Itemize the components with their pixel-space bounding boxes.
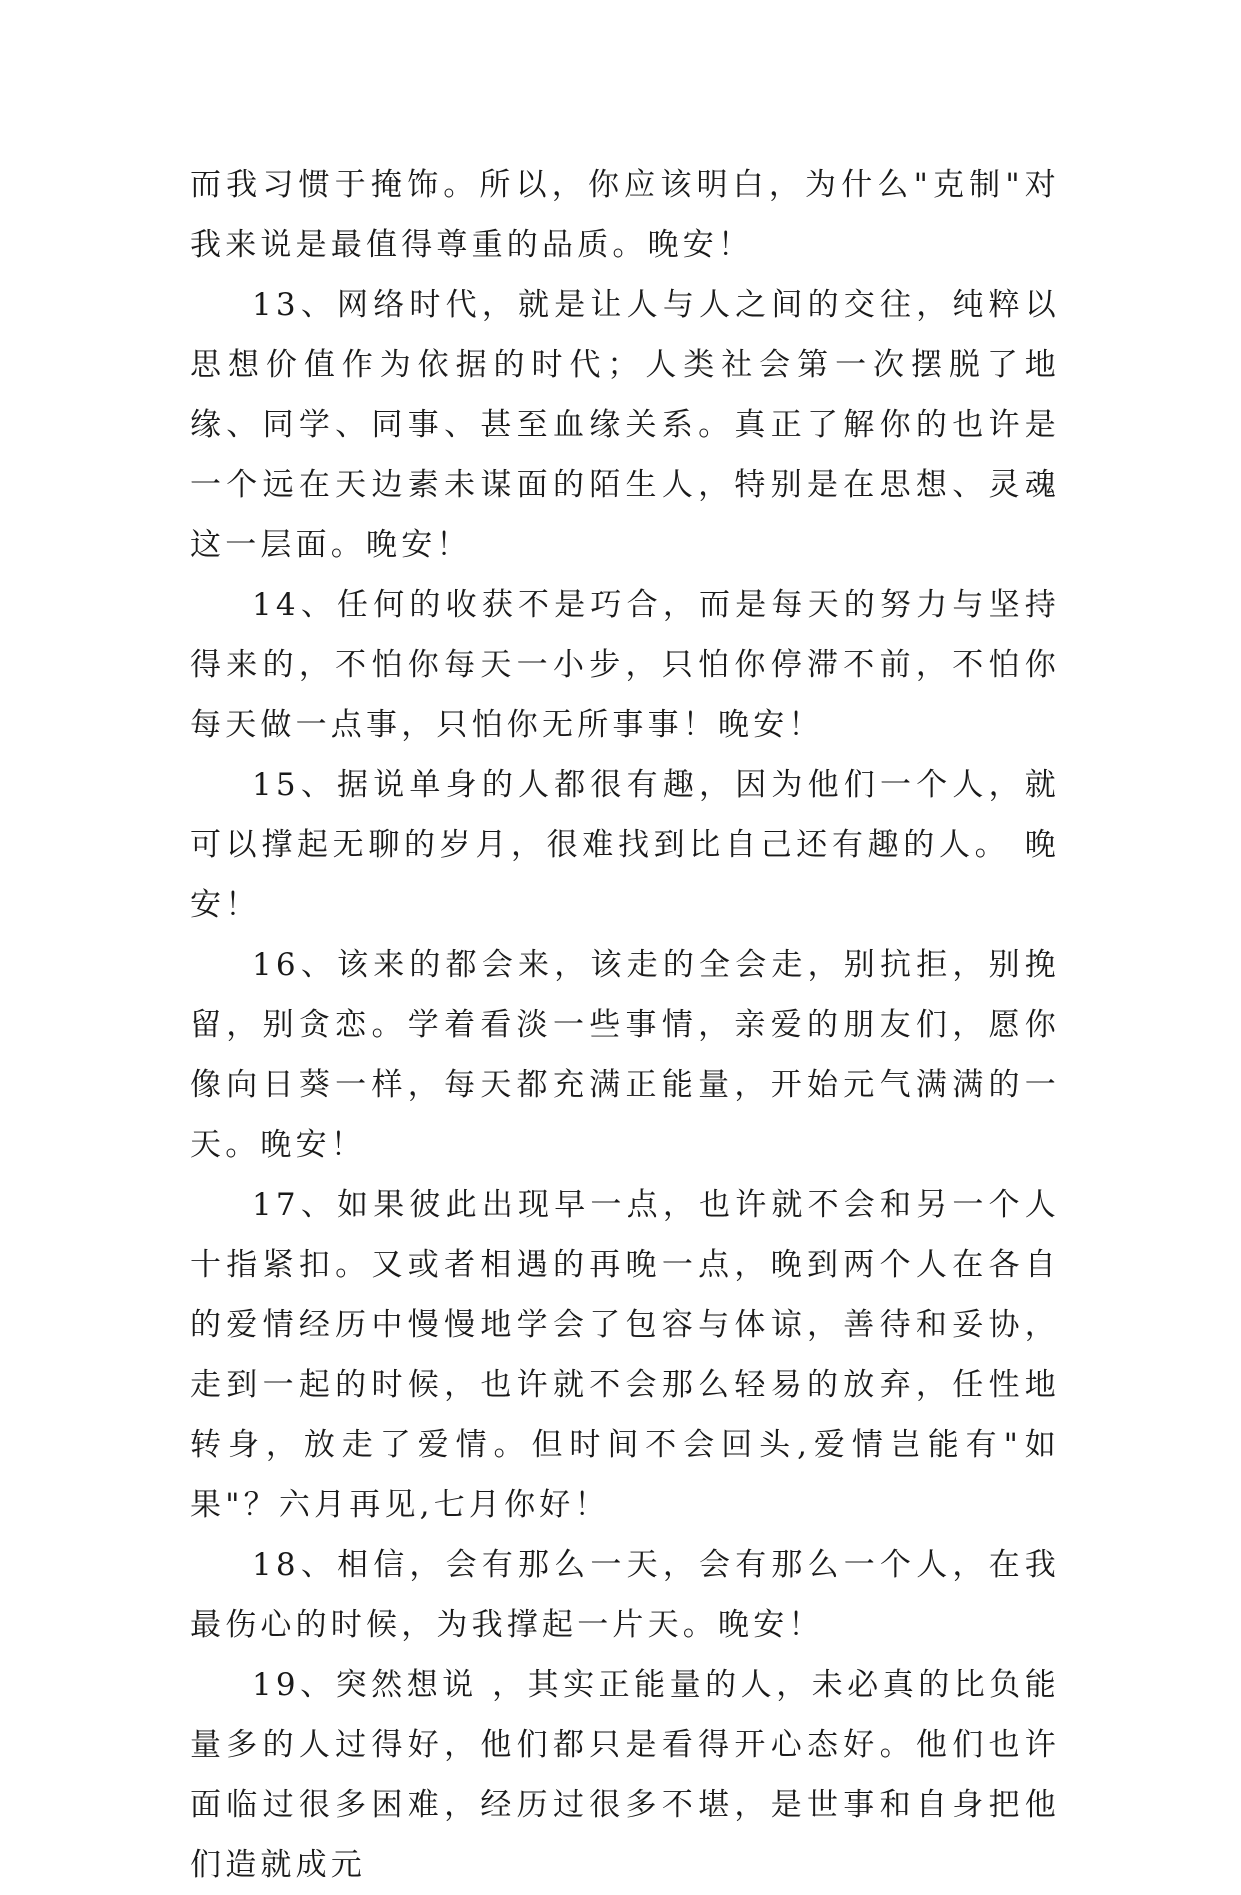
document-body — [190, 155, 1060, 1895]
paragraph-15: 15、据说单身的人都很有趣，因为他们一个人，就可以撑起无聊的岁月，很难找到比自己还有趣的人。 晚安！ — [190, 767, 1060, 923]
paragraph-17: 17、如果彼此出现早一点，也许就不会和另一个人十指紧扣。又或者相遇的再晚一点，晚到两个人在各自的爱情经历中慢慢地学会了包容与体谅，善待和妥协，走到一起的时候，也许就不会那么轻易的放弃，任性地转身，放走了爱情。但时间不会回头,爱情岂能有"如果"？六月再见,七月你好！ — [190, 1187, 1060, 1523]
paragraph-14: 14、任何的收获不是巧合，而是每天的努力与坚持得来的，不怕你每天一小步，只怕你停滞不前，不怕你每天做一点事，只怕你无所事事！晚安！ — [190, 587, 1060, 743]
paragraph-16: 16、该来的都会来，该走的全会走，别抗拒，别挽留，别贪恋。学着看淡一些事情，亲爱的朋友们，愿你像向日葵一样，每天都充满正能量，开始元气满满的一天。晚安！ — [190, 947, 1060, 1163]
paragraph-18: 18、相信，会有那么一天，会有那么一个人，在我最伤心的时候，为我撑起一片天。晚安！ — [190, 1547, 1060, 1643]
paragraph-13: 13、网络时代，就是让人与人之间的交往，纯粹以思想价值作为依据的时代；人类社会第一次摆脱了地缘、同学、同事、甚至血缘关系。真正了解你的也许是一个远在天边素未谋面的陌生人，特别是在思想、灵魂这一层面。晚安！ — [190, 287, 1060, 563]
paragraph-continued: 而我习惯于掩饰。所以，你应该明白，为什么"克制"对我来说是最值得尊重的品质。晚安！ — [190, 167, 1060, 263]
paragraph-19: 19、突然想说 ，其实正能量的人，未必真的比负能量多的人过得好，他们都只是看得开心态好。他们也许面临过很多困难，经历过很多不堪，是世事和自身把他们造就成元 — [190, 1667, 1060, 1883]
